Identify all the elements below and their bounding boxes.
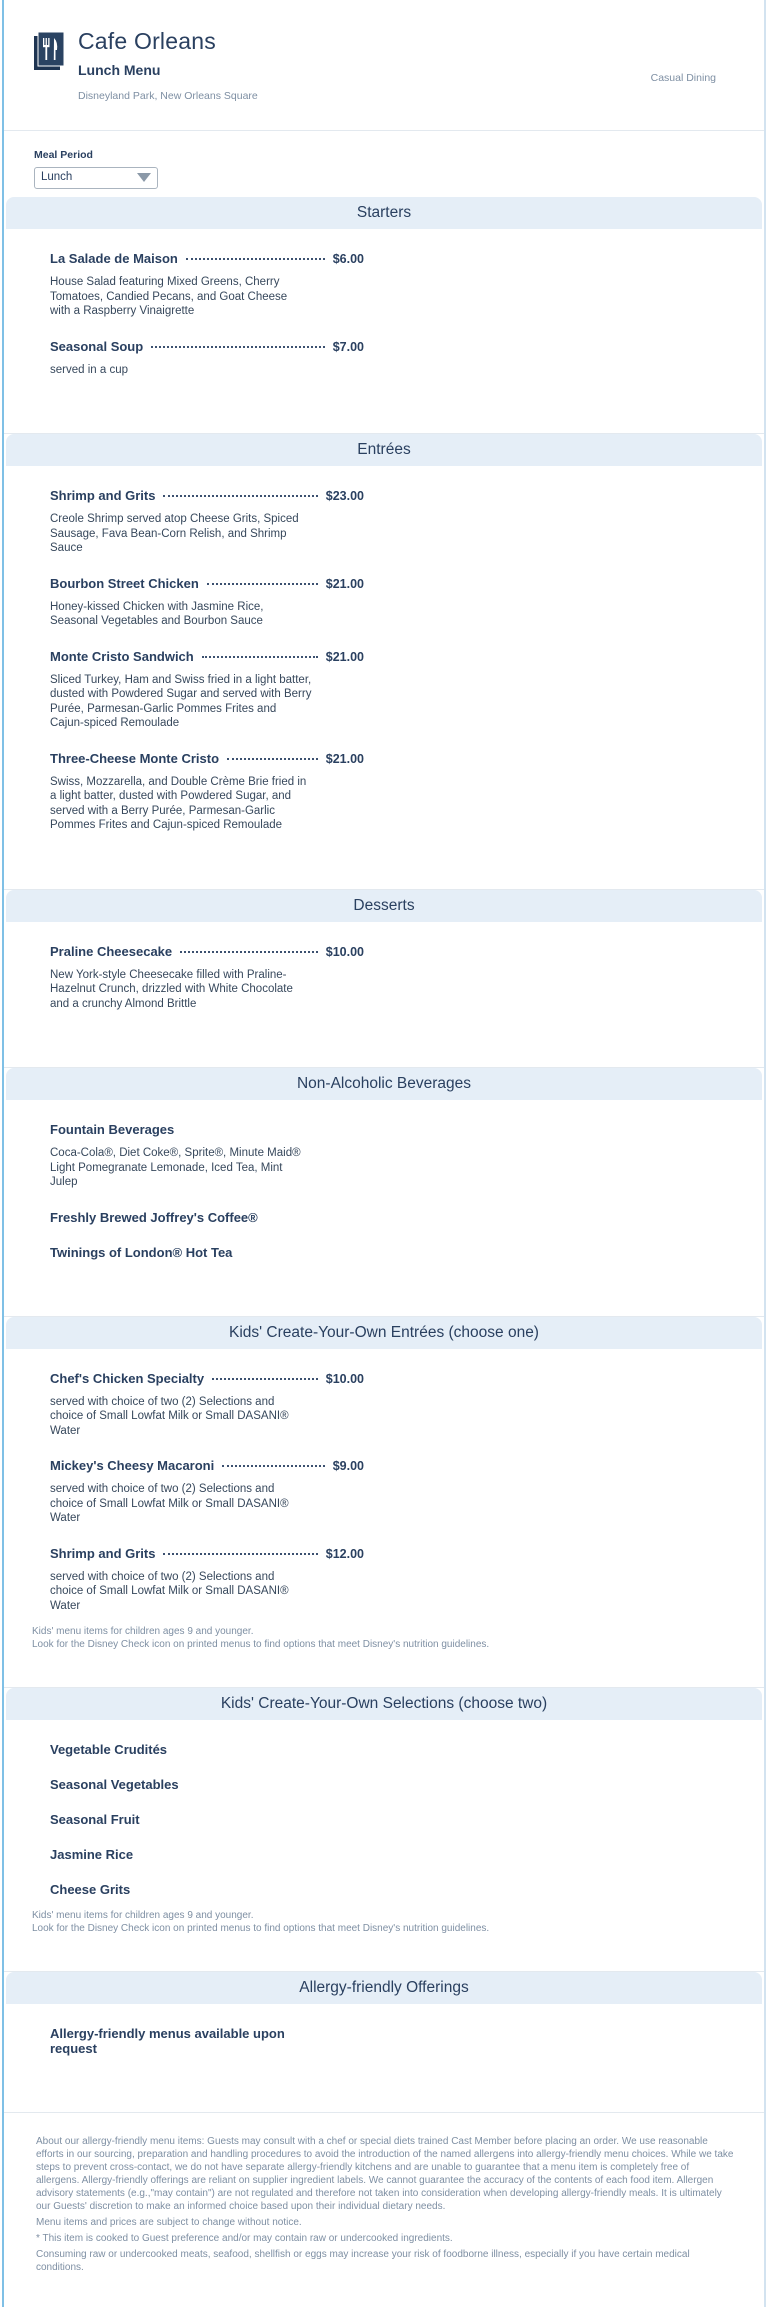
- section-starters: [4, 197, 764, 434]
- restaurant-location: Disneyland Park, New Orleans Square: [78, 90, 258, 102]
- item-price: $12.00: [325, 1546, 364, 1561]
- item-name: Twinings of London® Hot Tea: [50, 1244, 233, 1260]
- section-title-kids-selections: Kids' Create-Your-Own Selections (choose two): [6, 1688, 762, 1720]
- menu-item: [50, 1245, 364, 1260]
- menu-item: [50, 488, 364, 556]
- menu-page: [2, 0, 766, 2307]
- section-desserts: [4, 890, 764, 1069]
- menu-item: [50, 1546, 364, 1614]
- item-name: Mickey's Cheesy Macaroni: [50, 1458, 215, 1473]
- section-title-beverages: Non-Alcoholic Beverages: [6, 1068, 762, 1100]
- dotted-leader: [163, 495, 317, 497]
- kids-menu-notes: [4, 1909, 764, 1935]
- section-kids-entrees: [4, 1317, 764, 1689]
- item-description: Coca-Cola®, Diet Coke®, Sprite®, Minute Maid® Light Pomegranate Lemonade, Iced Tea, Mint Julep: [50, 1147, 301, 1188]
- menu-item: [50, 1122, 364, 1190]
- item-name: Bourbon Street Chicken: [50, 575, 199, 591]
- dotted-leader: [202, 656, 318, 658]
- item-description: Swiss, Mozzarella, and Double Crème Brie fried in a light batter, dusted with Powdered Sugar, and served with a Berry Purée, Parmesan-Garlic Pommes Frites and Cajun-spiced Remoulade: [50, 775, 307, 831]
- menu-item: [50, 1210, 364, 1225]
- item-name: Allergy-friendly menus available upon request: [50, 2026, 285, 2056]
- meal-period-select[interactable]: [34, 167, 158, 189]
- item-price: $10.00: [325, 944, 364, 959]
- fork-knife-icon: [34, 32, 64, 72]
- disney-check-note: Look for the Disney Check icon on printed menus to find options that meet Disney's nutrition guidelines.: [32, 1923, 490, 1934]
- kids-age-note: Kids' menu items for children ages 9 and younger.: [32, 1626, 254, 1637]
- item-description: served with choice of two (2) Selections and choice of Small Lowfat Milk or Small DASANI® Water: [50, 1483, 289, 1524]
- menu-item: [50, 1882, 364, 1897]
- dotted-leader: [207, 583, 318, 585]
- item-description: served in a cup: [50, 363, 128, 376]
- dotted-leader: [163, 1553, 317, 1555]
- price-notice: Menu items and prices are subject to change without notice.: [36, 2217, 302, 2228]
- section-allergy: [4, 1972, 764, 2113]
- restaurant-name: Cafe Orleans: [78, 28, 216, 54]
- item-name: Cheese Grits: [50, 1882, 131, 1897]
- dotted-leader: [151, 346, 325, 348]
- menu-item: [50, 1847, 364, 1862]
- item-name: Seasonal Soup: [50, 338, 144, 354]
- menu-item: [50, 751, 364, 833]
- cooked-notice: * This item is cooked to Guest preference and/or may contain raw or undercooked ingredients.: [36, 2233, 453, 2244]
- item-name: La Salade de Maison: [50, 251, 178, 266]
- menu-item: [50, 1777, 364, 1792]
- chevron-down-icon: [137, 173, 151, 182]
- item-description: House Salad featuring Mixed Greens, Cherry Tomatoes, Candied Pecans, and Goat Cheese with a Raspberry Vinaigrette: [50, 276, 288, 317]
- consumption-warning: Consuming raw or undercooked meats, seafood, shellfish or eggs may increase your risk of foodborne illness, especially if you have certain medical conditions.: [36, 2249, 690, 2273]
- item-description: New York-style Cheesecake filled with Praline-Hazelnut Crunch, drizzled with White Chocolate and a crunchy Almond Brittle: [50, 968, 293, 1010]
- menu-item: [50, 1742, 364, 1757]
- dining-type: Casual Dining: [650, 72, 716, 84]
- dotted-leader: [180, 951, 318, 953]
- item-price: $7.00: [332, 339, 364, 354]
- section-beverages: [4, 1068, 764, 1317]
- meal-period-control: [4, 131, 764, 197]
- item-name: Jasmine Rice: [50, 1847, 134, 1862]
- menu-item: [50, 2026, 364, 2056]
- kids-menu-notes: [4, 1625, 764, 1651]
- restaurant-header: [4, 0, 764, 131]
- item-price: $9.00: [332, 1459, 364, 1473]
- item-price: $6.00: [332, 252, 364, 266]
- item-name: Seasonal Vegetables: [50, 1777, 179, 1792]
- item-price: $23.00: [325, 489, 364, 503]
- section-title-desserts: Desserts: [6, 890, 762, 922]
- section-entrees: [4, 434, 764, 890]
- disney-check-note: Look for the Disney Check icon on printed menus to find options that meet Disney's nutrition guidelines.: [32, 1639, 490, 1650]
- dotted-leader: [186, 258, 325, 260]
- menu-item: [50, 1371, 364, 1439]
- item-description: served with choice of two (2) Selections and choice of Small Lowfat Milk or Small DASANI® Water: [50, 1395, 289, 1437]
- menu-item: [50, 251, 364, 319]
- menu-item: [50, 576, 364, 629]
- menu-item: [50, 944, 364, 1012]
- item-description: Sliced Turkey, Ham and Swiss fried in a light batter, dusted with Powdered Sugar and served with Berry Purée, Parmesan-Garlic Pommes Frites and Cajun-spiced Remoulade: [50, 673, 312, 729]
- item-name: Monte Cristo Sandwich: [50, 648, 194, 664]
- meal-period-value: Lunch: [41, 171, 73, 183]
- item-name: Three-Cheese Monte Cristo: [50, 750, 220, 766]
- item-price: $10.00: [325, 1371, 364, 1386]
- section-title-entrees: Entrées: [6, 434, 762, 466]
- item-description: Honey-kissed Chicken with Jasmine Rice, Seasonal Vegetables and Bourbon Sauce: [50, 600, 264, 627]
- item-name: Vegetable Crudités: [50, 1742, 168, 1757]
- item-price: $21.00: [325, 576, 364, 591]
- item-name: Freshly Brewed Joffrey's Coffee®: [50, 1209, 258, 1225]
- dotted-leader: [227, 758, 318, 760]
- item-price: $21.00: [325, 751, 364, 766]
- menu-item: [50, 1458, 364, 1526]
- item-name: Shrimp and Grits: [50, 1545, 156, 1561]
- section-kids-selections: [4, 1688, 764, 1972]
- item-description: served with choice of two (2) Selections and choice of Small Lowfat Milk or Small DASANI® Water: [50, 1570, 289, 1612]
- item-name: Shrimp and Grits: [50, 488, 156, 503]
- item-name: Praline Cheesecake: [50, 943, 173, 959]
- item-description: Creole Shrimp served atop Cheese Grits, Spiced Sausage, Fava Bean-Corn Relish, and Shrimp Sauce: [50, 513, 299, 554]
- menu-item: [50, 1812, 364, 1827]
- menu-item: [50, 649, 364, 731]
- dotted-leader: [212, 1378, 318, 1380]
- kids-age-note: Kids' menu items for children ages 9 and younger.: [32, 1910, 254, 1921]
- item-name: Fountain Beverages: [50, 1122, 175, 1137]
- allergy-disclaimer: About our allergy-friendly menu items: Guests may consult with a chef or special diets trained Cast Member before placing an order. We use reasonable efforts in our sourcing, preparation and handling procedures to avoid the introduction of the named allergens into allergy-friendly menu choices. While we take steps to prevent cross-contact, we do not have separate allergy-friendly kitchens and are unable to guarantee that a menu item is completely free of allergens. Allergy-friendly offerings are reliant on supplier ingredient labels. We cannot guarantee the accuracy of the contents of each food item. Allergen advisory statements (e.g.,"may contain") are not regulated and therefore not taken into consideration when developing allergy-friendly meals. It is ultimately our Guests' discretion to make an informed choice based upon their individual dietary needs.: [36, 2136, 734, 2212]
- section-title-kids-entrees: Kids' Create-Your-Own Entrées (choose one): [6, 1317, 762, 1349]
- menu-footer: [4, 2113, 764, 2307]
- section-title-starters: Starters: [6, 197, 762, 229]
- item-name: Seasonal Fruit: [50, 1812, 140, 1827]
- dotted-leader: [222, 1465, 324, 1467]
- menu-item: [50, 339, 364, 378]
- item-name: Chef's Chicken Specialty: [50, 1370, 205, 1386]
- section-title-allergy: Allergy-friendly Offerings: [6, 1972, 762, 2004]
- item-price: $21.00: [325, 649, 364, 664]
- menu-title: Lunch Menu: [78, 62, 161, 78]
- meal-period-label: Meal Period: [34, 149, 93, 161]
